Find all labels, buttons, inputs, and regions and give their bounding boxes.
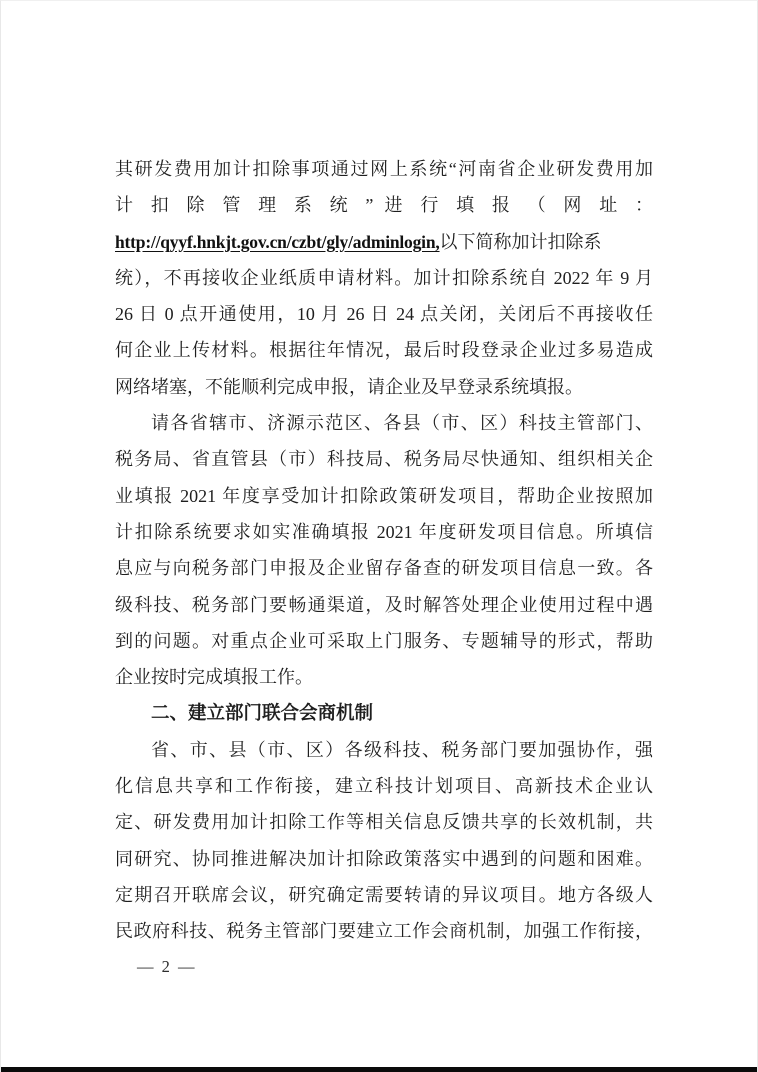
text-line: 税务局、省直管县（市）科技局、税务局尽快通知、组织相关企 (115, 449, 653, 470)
text-line: 同研究、协同推进解决加计扣除政策落实中遇到的问题和困难。 (115, 848, 653, 869)
text-line: 民政府科技、税务主管部门要建立工作会商机制，加强工作衔接， (115, 921, 653, 942)
document-body-text (115, 151, 653, 950)
text-line: 业填报 2021 年度享受加计扣除政策研发项目，帮助企业按照加 (115, 485, 653, 506)
text-line: 定、研发费用加计扣除工作等相关信息反馈共享的长效机制，共 (115, 812, 653, 833)
text-line: 26 日 0 点开通使用，10 月 26 日 24 点关闭，关闭后不再接收任 (115, 304, 653, 325)
text-line: 息应与向税务部门申报及企业留存备查的研发项目信息一致。各 (115, 558, 653, 579)
text-line: 何企业上传材料。根据往年情况，最后时段登录企业过多易造成 (115, 340, 653, 361)
text-line: 网络堵塞，不能顺利完成申报，请企业及早登录系统填报。 (115, 376, 583, 397)
adminlogin-url-link[interactable]: http://qyyf.hnkjt.gov.cn/czbt/gly/adminlogin, (115, 231, 440, 252)
text-line: 统），不再接收企业纸质申请材料。加计扣除系统自 2022 年 9 月 (115, 267, 653, 288)
text-line-with-url (115, 224, 653, 260)
text-line: 其研发费用加计扣除事项通过网上系统“河南省企业研发费用加 (115, 159, 653, 179)
text-line: 化信息共享和工作衔接，建立科技计划项目、高新技术企业认 (115, 776, 653, 797)
section-heading: 二、建立部门联合会商机制 (151, 702, 374, 724)
text-line: 到的问题。对重点企业可采取上门服务、专题辅导的形式，帮助 (115, 630, 653, 651)
text-line-paragraph-start: 省、市、县（市、区）各级科技、税务部门要加强协作，强 (151, 739, 653, 760)
url-line-suffix-text: 以下简称加计扣除系 (439, 231, 602, 252)
text-line: 定期召开联席会议，研究确定需要转请的异议项目。地方各级人 (115, 884, 653, 905)
text-line: 级科技、税务部门要畅通渠道，及时解答处理企业使用过程中遇 (115, 594, 653, 615)
text-line-paragraph-start: 请各省辖市、济源示范区、各县（市、区）科技主管部门、 (151, 413, 653, 434)
text-line: 计 扣 除 管 理 系 统 ” 进 行 填 报 （ 网 址 ： (115, 195, 653, 216)
scan-bottom-edge (1, 1067, 757, 1072)
page-number: — 2 — (137, 957, 197, 976)
text-line: 企业按时完成填报工作。 (115, 667, 313, 688)
text-line: 计扣除系统要求如实准确填报 2021 年度研发项目信息。所填信 (115, 521, 653, 542)
